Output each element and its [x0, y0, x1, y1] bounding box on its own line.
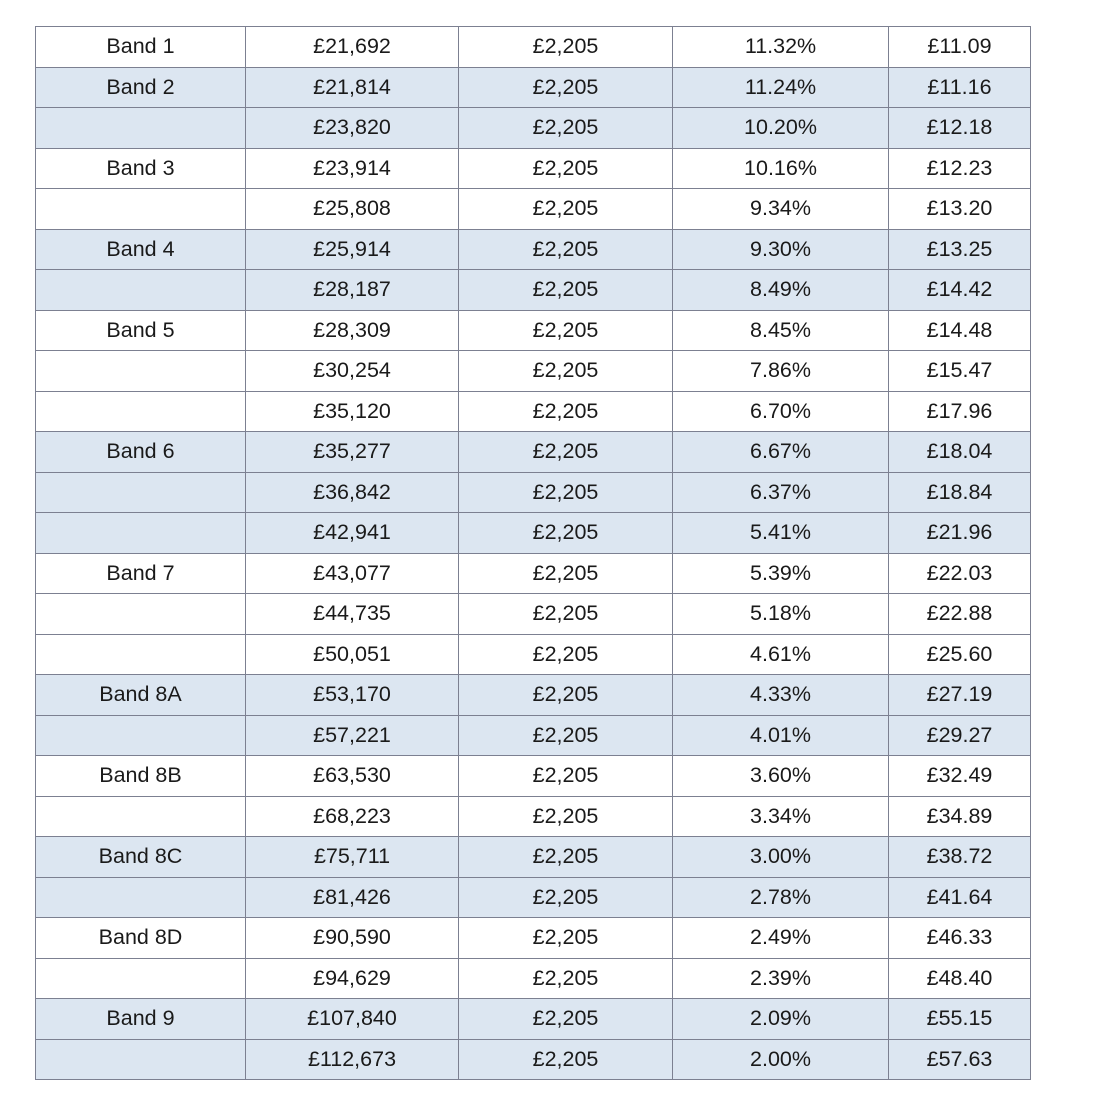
table-row	[36, 472, 1031, 513]
cell-contrib: £2,205	[459, 351, 673, 392]
cell-salary: £25,914	[246, 229, 459, 270]
table-row	[36, 27, 1031, 68]
cell-pct: 4.01%	[673, 715, 889, 756]
cell-pct: 2.78%	[673, 877, 889, 918]
cell-pct: 9.30%	[673, 229, 889, 270]
table-row	[36, 958, 1031, 999]
cell-contrib: £2,205	[459, 108, 673, 149]
cell-band	[36, 189, 246, 230]
cell-cost: £14.42	[889, 270, 1031, 311]
cell-contrib: £2,205	[459, 189, 673, 230]
cell-contrib: £2,205	[459, 472, 673, 513]
cell-salary: £21,692	[246, 27, 459, 68]
table-row	[36, 999, 1031, 1040]
cell-contrib: £2,205	[459, 877, 673, 918]
cell-pct: 10.16%	[673, 148, 889, 189]
cell-contrib: £2,205	[459, 432, 673, 473]
cell-pct: 4.61%	[673, 634, 889, 675]
cell-pct: 2.49%	[673, 918, 889, 959]
cell-band	[36, 108, 246, 149]
cell-pct: 11.24%	[673, 67, 889, 108]
cell-band	[36, 513, 246, 554]
cell-band	[36, 270, 246, 311]
cell-pct: 5.18%	[673, 594, 889, 635]
cell-band	[36, 958, 246, 999]
cell-salary: £44,735	[246, 594, 459, 635]
cell-contrib: £2,205	[459, 391, 673, 432]
cell-pct: 8.45%	[673, 310, 889, 351]
cell-band: Band 3	[36, 148, 246, 189]
cell-band	[36, 634, 246, 675]
cell-contrib: £2,205	[459, 27, 673, 68]
table-row	[36, 148, 1031, 189]
cell-salary: £35,120	[246, 391, 459, 432]
cell-cost: £11.09	[889, 27, 1031, 68]
cell-cost: £12.23	[889, 148, 1031, 189]
cell-cost: £13.20	[889, 189, 1031, 230]
cell-cost: £29.27	[889, 715, 1031, 756]
cell-band: Band 1	[36, 27, 246, 68]
table-row	[36, 715, 1031, 756]
cell-pct: 8.49%	[673, 270, 889, 311]
cell-band	[36, 391, 246, 432]
table-row	[36, 1039, 1031, 1080]
table-row	[36, 796, 1031, 837]
cell-salary: £68,223	[246, 796, 459, 837]
cell-contrib: £2,205	[459, 229, 673, 270]
cell-salary: £21,814	[246, 67, 459, 108]
cell-pct: 6.67%	[673, 432, 889, 473]
cell-pct: 9.34%	[673, 189, 889, 230]
cell-band: Band 7	[36, 553, 246, 594]
table-row	[36, 634, 1031, 675]
cell-cost: £34.89	[889, 796, 1031, 837]
cell-pct: 11.32%	[673, 27, 889, 68]
cell-contrib: £2,205	[459, 634, 673, 675]
cell-contrib: £2,205	[459, 148, 673, 189]
cell-cost: £11.16	[889, 67, 1031, 108]
cell-salary: £23,914	[246, 148, 459, 189]
cell-contrib: £2,205	[459, 1039, 673, 1080]
cell-salary: £94,629	[246, 958, 459, 999]
cell-cost: £17.96	[889, 391, 1031, 432]
cell-salary: £53,170	[246, 675, 459, 716]
table-row	[36, 756, 1031, 797]
cell-salary: £23,820	[246, 108, 459, 149]
table-row	[36, 391, 1031, 432]
cell-band: Band 8D	[36, 918, 246, 959]
table-row	[36, 513, 1031, 554]
cell-salary: £81,426	[246, 877, 459, 918]
cell-band	[36, 715, 246, 756]
cell-contrib: £2,205	[459, 310, 673, 351]
cell-cost: £12.18	[889, 108, 1031, 149]
cell-salary: £30,254	[246, 351, 459, 392]
table-row	[36, 229, 1031, 270]
cell-salary: £90,590	[246, 918, 459, 959]
table-row	[36, 675, 1031, 716]
cell-salary: £28,309	[246, 310, 459, 351]
cell-cost: £38.72	[889, 837, 1031, 878]
cell-contrib: £2,205	[459, 675, 673, 716]
table-row	[36, 310, 1031, 351]
cell-contrib: £2,205	[459, 958, 673, 999]
cell-pct: 6.37%	[673, 472, 889, 513]
cell-contrib: £2,205	[459, 837, 673, 878]
cell-salary: £35,277	[246, 432, 459, 473]
cell-band: Band 2	[36, 67, 246, 108]
table-row	[36, 189, 1031, 230]
cell-band	[36, 351, 246, 392]
cell-contrib: £2,205	[459, 553, 673, 594]
cell-cost: £18.04	[889, 432, 1031, 473]
cell-contrib: £2,205	[459, 999, 673, 1040]
cell-cost: £32.49	[889, 756, 1031, 797]
cell-band: Band 6	[36, 432, 246, 473]
cell-cost: £14.48	[889, 310, 1031, 351]
cell-salary: £57,221	[246, 715, 459, 756]
cell-pct: 5.41%	[673, 513, 889, 554]
cell-contrib: £2,205	[459, 796, 673, 837]
cell-pct: 3.60%	[673, 756, 889, 797]
cell-salary: £50,051	[246, 634, 459, 675]
cell-pct: 3.34%	[673, 796, 889, 837]
cell-pct: 2.00%	[673, 1039, 889, 1080]
cell-band: Band 8A	[36, 675, 246, 716]
cell-band	[36, 796, 246, 837]
cell-cost: £41.64	[889, 877, 1031, 918]
cell-contrib: £2,205	[459, 513, 673, 554]
table-row	[36, 918, 1031, 959]
cell-salary: £42,941	[246, 513, 459, 554]
table-row	[36, 432, 1031, 473]
cell-pct: 2.09%	[673, 999, 889, 1040]
cell-cost: £18.84	[889, 472, 1031, 513]
cell-band: Band 8B	[36, 756, 246, 797]
table-row	[36, 270, 1031, 311]
table-row	[36, 108, 1031, 149]
cell-cost: £27.19	[889, 675, 1031, 716]
cell-cost: £15.47	[889, 351, 1031, 392]
cell-cost: £46.33	[889, 918, 1031, 959]
cell-pct: 10.20%	[673, 108, 889, 149]
cell-cost: £22.03	[889, 553, 1031, 594]
cell-band	[36, 877, 246, 918]
cell-salary: £107,840	[246, 999, 459, 1040]
table-row	[36, 837, 1031, 878]
cell-band: Band 9	[36, 999, 246, 1040]
cell-band	[36, 594, 246, 635]
cell-cost: £25.60	[889, 634, 1031, 675]
table-row	[36, 877, 1031, 918]
cell-band: Band 8C	[36, 837, 246, 878]
cell-cost: £22.88	[889, 594, 1031, 635]
table-row	[36, 594, 1031, 635]
cell-cost: £21.96	[889, 513, 1031, 554]
cell-pct: 7.86%	[673, 351, 889, 392]
pay-band-table-body	[36, 27, 1031, 1080]
cell-cost: £57.63	[889, 1039, 1031, 1080]
cell-salary: £75,711	[246, 837, 459, 878]
table-row	[36, 67, 1031, 108]
cell-salary: £63,530	[246, 756, 459, 797]
cell-cost: £48.40	[889, 958, 1031, 999]
pay-band-table	[35, 26, 1031, 1080]
cell-pct: 5.39%	[673, 553, 889, 594]
cell-contrib: £2,205	[459, 270, 673, 311]
cell-salary: £28,187	[246, 270, 459, 311]
cell-contrib: £2,205	[459, 67, 673, 108]
cell-salary: £112,673	[246, 1039, 459, 1080]
cell-salary: £25,808	[246, 189, 459, 230]
cell-contrib: £2,205	[459, 715, 673, 756]
cell-pct: 4.33%	[673, 675, 889, 716]
table-row	[36, 351, 1031, 392]
cell-pct: 6.70%	[673, 391, 889, 432]
table-row	[36, 553, 1031, 594]
cell-pct: 2.39%	[673, 958, 889, 999]
cell-cost: £13.25	[889, 229, 1031, 270]
cell-pct: 3.00%	[673, 837, 889, 878]
cell-contrib: £2,205	[459, 756, 673, 797]
cell-contrib: £2,205	[459, 918, 673, 959]
cell-band: Band 5	[36, 310, 246, 351]
cell-band: Band 4	[36, 229, 246, 270]
cell-contrib: £2,205	[459, 594, 673, 635]
cell-band	[36, 472, 246, 513]
cell-salary: £43,077	[246, 553, 459, 594]
cell-salary: £36,842	[246, 472, 459, 513]
cell-cost: £55.15	[889, 999, 1031, 1040]
cell-band	[36, 1039, 246, 1080]
